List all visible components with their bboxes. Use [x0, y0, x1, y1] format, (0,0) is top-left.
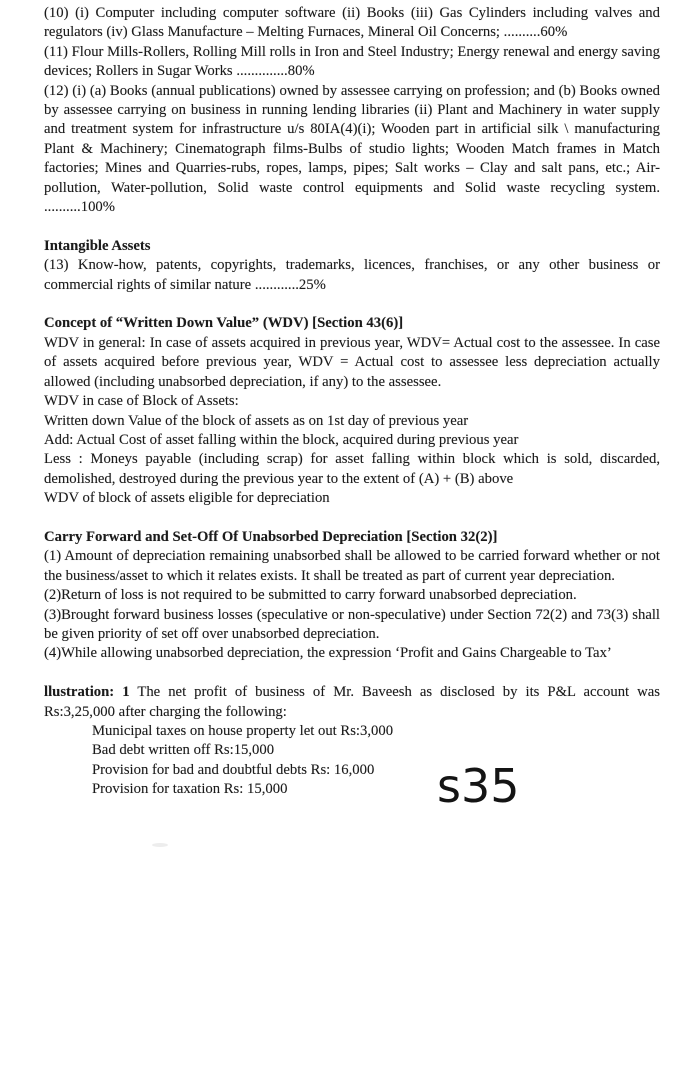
wdv-eligible-line: WDV of block of assets eligible for depreciation: [44, 490, 330, 507]
carry-forward-point-3: (3)Brought forward business losses (speculative or non-speculative) under Section 72(2) and 73(3) shall be given priority of set off over unabsorbed depreciation.: [44, 606, 660, 642]
wdv-concept-heading: Concept of “Written Down Value” (WDV) [Section 43(6)]: [44, 315, 404, 332]
illustration-spacer: [44, 664, 660, 683]
rate-item-12: (12) (i) (a) Books (annual publications) owned by assessee carrying on profession; and (b) Books owned by assessee carrying on business in running lending libraries (ii) Plant and Machinery in water supply and treatment system for infrastructure u/s 80IA(4)(i); Wooden part in artificial silk \ manufacturing Plant & Machinery; Cinematograph films-Bulbs of studio lights; Wooden Match frames in Match factories; Mines and Quarries-rubs, ropes, lamps, pipes; Salt works – Clay and salt pans, etc.; Air-pollution, Water-pollution, Solid waste control equipments and Solid waste recycling system. ..........100%: [44, 82, 660, 216]
rate-item-11: (11) Flour Mills-Rollers, Rolling Mill rolls in Iron and Steel Industry; Energy renewal and energy saving devices; Rollers in Sugar Works ..............80%: [44, 43, 660, 80]
carry-forward-point-2: (2)Return of loss is not required to be submitted to carry forward unabsorbed depreciation.: [44, 587, 577, 604]
wdv-concept-section: [44, 314, 660, 508]
illustration-intro-text: The net profit of business of Mr. Baveesh as disclosed by its P&L account was Rs:3,25,000 after charging the following:: [44, 684, 660, 720]
wdv-block-of-assets-line: WDV in case of Block of Assets:: [44, 393, 239, 410]
depreciation-rates-section: [44, 4, 660, 217]
rate-item-10: (10) (i) Computer including computer software (ii) Books (iii) Gas Cylinders including valves and regulators (iv) Glass Manufacture – Melting Furnaces, Mineral Oil Concerns; ..........60%: [44, 5, 660, 41]
wdv-written-down-line: Written down Value of the block of assets as on 1st day of previous year: [44, 412, 469, 429]
page-marker-watermark: s35: [437, 759, 520, 813]
illustration-label: llustration: 1: [44, 684, 130, 701]
carry-forward-point-4: (4)While allowing unabsorbed depreciation, the expression ‘Profit and Gains Chargeable to Tax’: [44, 645, 612, 662]
illustration-charge-list: [44, 722, 660, 800]
illustration-section: [44, 664, 660, 800]
rate-item-13: (13) Know-how, patents, copyrights, trademarks, licences, franchises, or any other business or commercial rights of similar nature ............25%: [44, 257, 660, 293]
intangible-assets-section: [44, 237, 660, 295]
carry-forward-heading: Carry Forward and Set-Off Of Unabsorbed Depreciation [Section 32(2)]: [44, 528, 498, 545]
charge-item: Bad debt written off Rs:15,000: [92, 742, 275, 759]
wdv-general-paragraph: WDV in general: In case of assets acquired in previous year, WDV= Actual cost to the assessee. In case of assets acquired before previous year, WDV = Actual cost to assessee less depreciation actually allowed (including unabsorbed depreciation, if any) to the assessee.: [44, 334, 660, 390]
charge-item: Provision for bad and doubtful debts Rs: 16,000: [92, 761, 375, 778]
carry-forward-section: [44, 528, 660, 664]
charge-item: Municipal taxes on house property let out Rs:3,000: [92, 722, 394, 739]
intangible-assets-heading: Intangible Assets: [44, 237, 151, 254]
charge-item: Provision for taxation Rs: 15,000: [92, 781, 288, 798]
wdv-less-line: Less : Moneys payable (including scrap) for asset falling within block which is sold, discarded, demolished, destroyed during the previous year to the extent of (A) + (B) above: [44, 451, 660, 487]
wdv-add-line: Add: Actual Cost of asset falling within the block, acquired during previous year: [44, 431, 519, 448]
illustration-intro-paragraph: [44, 683, 660, 722]
carry-forward-point-1: (1) Amount of depreciation remaining unabsorbed shall be allowed to be carried forward whether or not the business/asset to which it relates exists. It shall be treated as part of current year depreciation.: [44, 548, 660, 584]
scan-artifact: [152, 843, 168, 847]
